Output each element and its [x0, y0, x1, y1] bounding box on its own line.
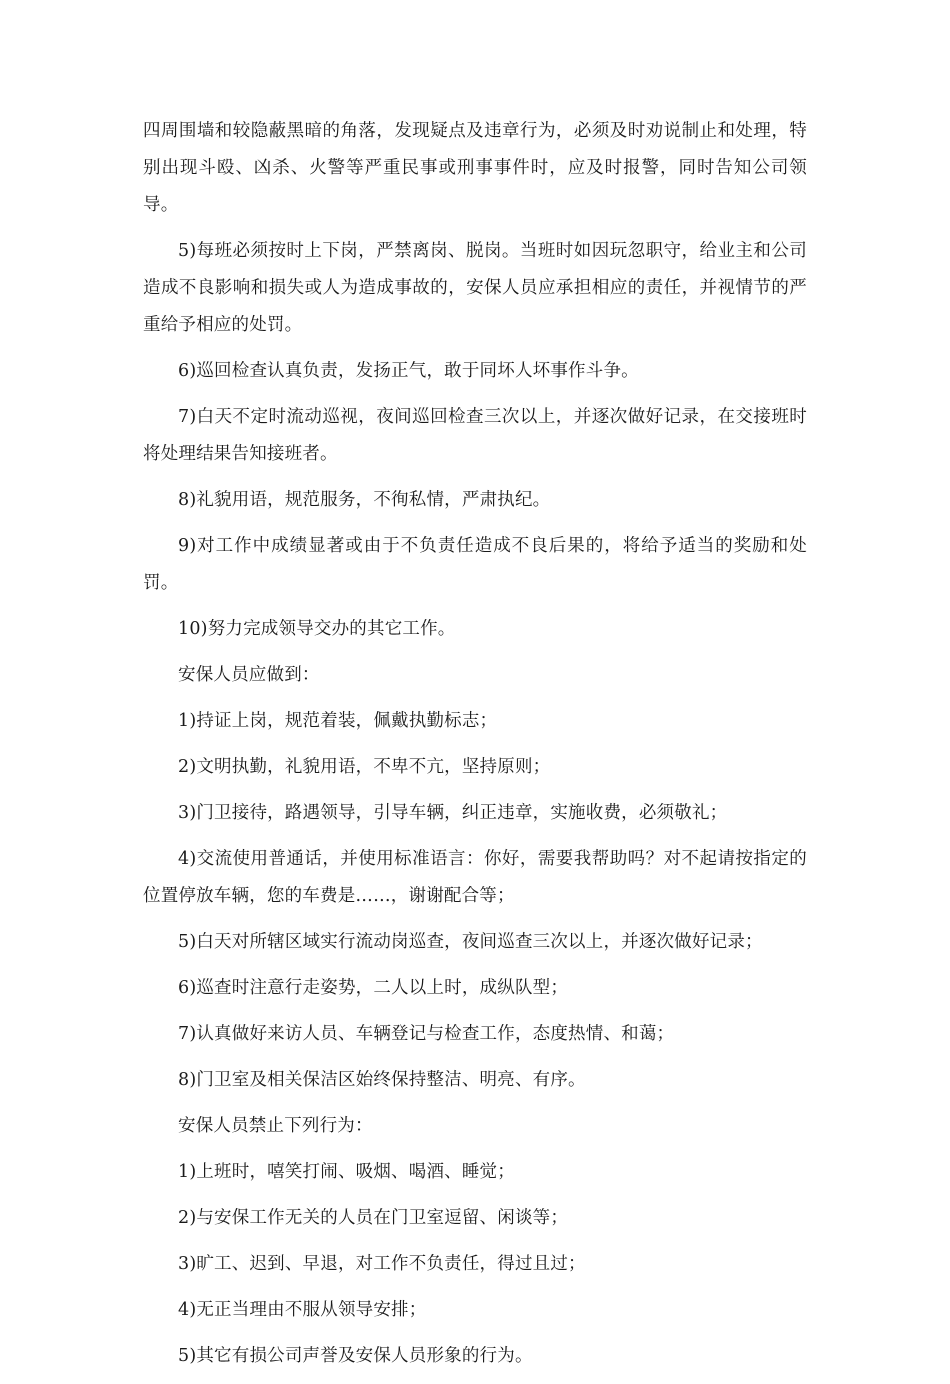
paragraph: 8)礼貌用语，规范服务，不徇私情，严肃执纪。 [178, 490, 551, 510]
paragraph: 5)每班必须按时上下岗，严禁离岗、脱岗。当班时如因玩忽职守，给业主和公司造成不良影响和损失或人为造成事故的，安保人员应承担相应的责任，并视情节的严重给予相应的处罚。 [143, 241, 807, 335]
paragraph: 四周围墙和较隐蔽黑暗的角落，发现疑点及违章行为，必须及时劝说制止和处理，特别出现斗殴、凶杀、火警等严重民事或刑事事件时，应及时报警，同时告知公司领导。 [143, 121, 807, 215]
paragraph: 9)对工作中成绩显著或由于不负责任造成不良后果的，将给予适当的奖励和处罚。 [143, 536, 807, 593]
paragraph: 7)白天不定时流动巡视，夜间巡回检查三次以上，并逐次做好记录，在交接班时将处理结果告知接班者。 [143, 407, 807, 464]
section-heading: 安保人员应做到： [178, 665, 320, 685]
list-item: 3)旷工、迟到、早退，对工作不负责任，得过且过； [178, 1254, 586, 1274]
list-item: 1)上班时，嘻笑打闹、吸烟、喝酒、睡觉； [178, 1162, 515, 1182]
list-item: 4)交流使用普通话，并使用标准语言：你好，需要我帮助吗？对不起请按指定的位置停放车辆，您的车费是……，谢谢配合等； [143, 849, 807, 906]
list-item: 2)与安保工作无关的人员在门卫室逗留、闲谈等； [178, 1208, 569, 1228]
list-item: 5)白天对所辖区域实行流动岗巡查，夜间巡查三次以上，并逐次做好记录； [178, 932, 763, 952]
list-item: 5)其它有损公司声誉及安保人员形象的行为。 [178, 1346, 533, 1366]
list-item: 1)持证上岗，规范着装，佩戴执勤标志； [178, 711, 498, 731]
paragraph: 6)巡回检查认真负责，发扬正气，敢于同坏人坏事作斗争。 [178, 361, 639, 381]
list-item: 8)门卫室及相关保洁区始终保持整洁、明亮、有序。 [178, 1070, 586, 1090]
list-item: 3)门卫接待，路遇领导，引导车辆，纠正违章，实施收费，必须敬礼； [178, 803, 728, 823]
list-item: 6)巡查时注意行走姿势，二人以上时，成纵队型； [178, 978, 569, 998]
list-item: 7)认真做好来访人员、车辆登记与检查工作，态度热情、和蔼； [178, 1024, 675, 1044]
document-body [143, 113, 807, 1384]
list-item: 4)无正当理由不服从领导安排； [178, 1300, 427, 1320]
list-item: 2)文明执勤，礼貌用语，不卑不亢，坚持原则； [178, 757, 551, 777]
paragraph: 10)努力完成领导交办的其它工作。 [178, 619, 456, 639]
section-heading: 安保人员禁止下列行为： [178, 1116, 373, 1136]
